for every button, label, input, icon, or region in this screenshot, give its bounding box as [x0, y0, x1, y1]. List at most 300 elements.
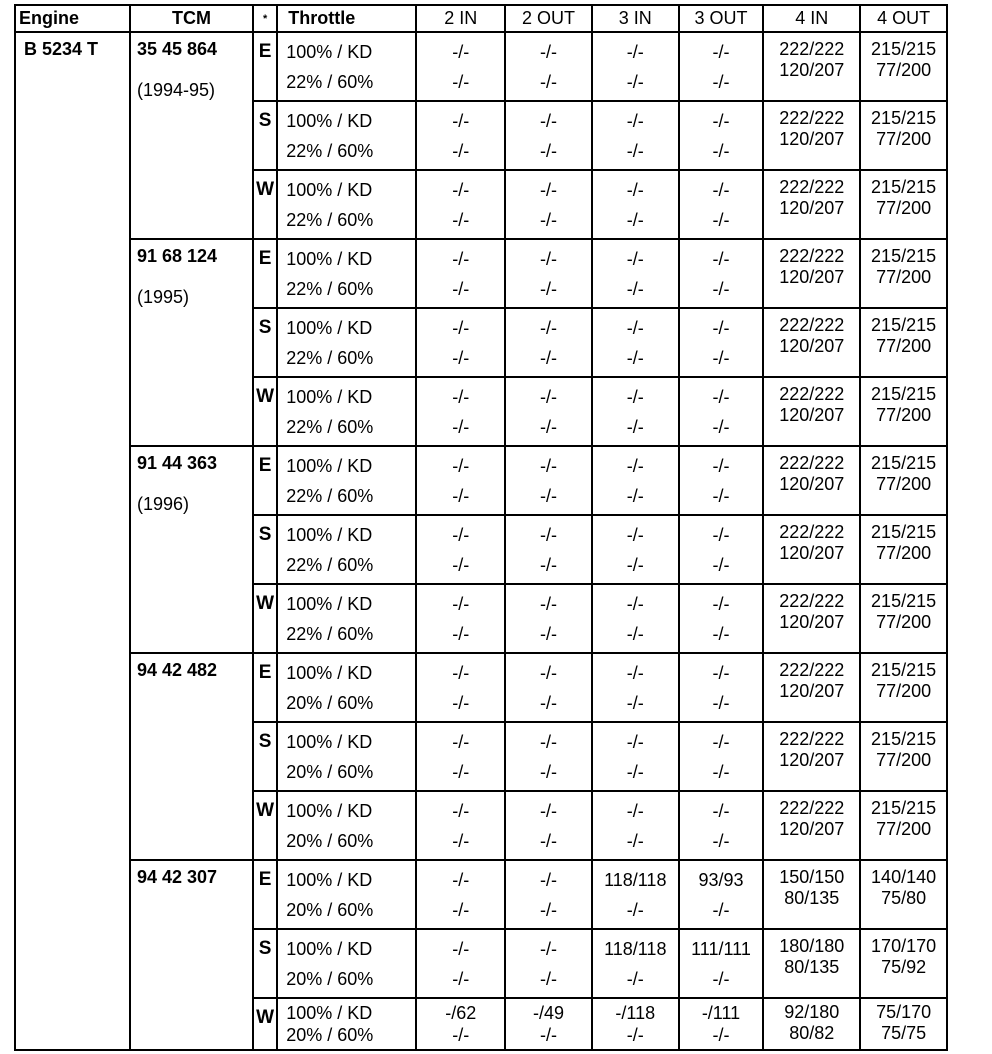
mode-cell: E: [253, 446, 277, 515]
throttle-line: 100% / KD: [286, 455, 373, 476]
gear-2-out-cell: [505, 239, 592, 308]
throttle-line: 100% / KD: [286, 386, 373, 407]
gear-3-in-line: -/-: [626, 692, 644, 713]
gear-4-in-line: 120/207: [779, 681, 845, 701]
gear-3-in-line: -/-: [626, 554, 644, 575]
tcm-cell: [130, 239, 253, 446]
header-mode: *: [253, 5, 277, 32]
gear-4-in-cell: [763, 239, 860, 308]
gear-3-in-cell: [592, 446, 679, 515]
gear-3-in-line: -/-: [626, 593, 644, 614]
gear-2-in-line: -/-: [452, 179, 470, 200]
gear-3-out-line: -/-: [712, 623, 730, 644]
gear-4-in-line: 120/207: [779, 612, 845, 632]
gear-2-in-line: -/-: [452, 248, 470, 269]
gear-3-in-cell: [592, 101, 679, 170]
tcm-number: 91 68 124: [136, 246, 218, 266]
gear-4-out-cell: [860, 515, 947, 584]
gear-4-out-line: 75/80: [881, 888, 927, 908]
gear-2-in-line: -/-: [452, 110, 470, 131]
throttle-line: 22% / 60%: [286, 554, 374, 575]
gear-2-out-line: -/-: [540, 41, 558, 62]
gear-3-out-cell: [679, 998, 764, 1050]
tcm-cell: [130, 860, 253, 1050]
gear-2-in-line: -/-: [452, 416, 470, 437]
gear-3-in-cell: [592, 377, 679, 446]
throttle-line: 100% / KD: [286, 800, 373, 821]
gear-2-in-line: -/-: [452, 524, 470, 545]
gear-3-in-line: 118/118: [604, 938, 667, 959]
gear-2-out-line: -/-: [540, 110, 558, 131]
tcm-years: (1994-95): [136, 80, 216, 100]
gear-4-in-line: 80/82: [789, 1023, 835, 1043]
header-4-in: 4 IN: [763, 5, 860, 32]
gear-2-in-cell: [416, 515, 505, 584]
gear-3-out-line: -/-: [712, 455, 730, 476]
gear-2-in-line: -/-: [452, 800, 470, 821]
gear-2-out-line: -/-: [540, 623, 558, 644]
gear-4-in-line: 222/222: [779, 108, 845, 128]
gear-3-in-line: -/-: [626, 623, 644, 644]
mode-cell: W: [253, 791, 277, 860]
gear-2-in-cell: [416, 377, 505, 446]
gear-2-out-line: -/-: [540, 485, 558, 506]
gear-4-in-line: 120/207: [779, 336, 845, 356]
gear-2-out-cell: [505, 308, 592, 377]
gear-3-out-cell: [679, 653, 764, 722]
gear-3-in-cell: [592, 998, 679, 1050]
gear-3-out-line: -/-: [712, 347, 730, 368]
throttle-line: 100% / KD: [286, 317, 373, 338]
gear-4-out-line: 215/215: [871, 591, 937, 611]
gear-3-in-line: -/-: [626, 179, 644, 200]
throttle-line: 100% / KD: [286, 524, 373, 545]
gear-4-out-cell: [860, 860, 947, 929]
gear-2-in-line: -/-: [452, 41, 470, 62]
gear-4-out-line: 75/170: [876, 1002, 932, 1022]
gear-4-out-line: 215/215: [871, 453, 937, 473]
gear-4-in-line: 222/222: [779, 591, 845, 611]
mode-cell: E: [253, 653, 277, 722]
gear-4-in-line: 222/222: [779, 729, 845, 749]
throttle-line: 100% / KD: [286, 662, 373, 683]
gear-3-in-line: -/-: [626, 248, 644, 269]
gear-2-in-line: -/-: [452, 317, 470, 338]
gear-3-in-cell: [592, 860, 679, 929]
gear-3-in-line: -/-: [626, 41, 644, 62]
gear-3-out-line: -/-: [712, 554, 730, 575]
mode-cell: W: [253, 377, 277, 446]
engine-cell: B 5234 T: [15, 32, 130, 1050]
gear-4-in-cell: [763, 860, 860, 929]
gear-3-in-cell: [592, 308, 679, 377]
throttle-line: 100% / KD: [286, 1003, 373, 1023]
gear-4-out-line: 77/200: [876, 543, 932, 563]
gear-2-out-cell: [505, 584, 592, 653]
gear-2-in-line: -/-: [452, 278, 470, 299]
gear-4-out-cell: [860, 722, 947, 791]
gear-4-out-line: 215/215: [871, 108, 937, 128]
mode-cell: S: [253, 308, 277, 377]
tcm-years: (1995): [136, 287, 190, 307]
gear-4-in-line: 222/222: [779, 660, 845, 680]
header-throttle: Throttle: [277, 5, 416, 32]
table-body: [15, 32, 947, 1050]
throttle-cell: [277, 446, 416, 515]
gear-4-out-line: 77/200: [876, 267, 932, 287]
gear-2-out-line: -/-: [540, 554, 558, 575]
gear-3-in-line: -/-: [626, 317, 644, 338]
gear-2-out-cell: [505, 653, 592, 722]
gear-3-out-line: 93/93: [698, 869, 744, 890]
gear-2-in-line: -/-: [452, 455, 470, 476]
gear-2-in-cell: [416, 791, 505, 860]
gear-3-out-line: -/-: [712, 209, 730, 230]
gear-3-in-line: -/-: [626, 731, 644, 752]
gear-2-out-line: -/49: [533, 1003, 565, 1023]
throttle-line: 20% / 60%: [286, 761, 374, 782]
gear-4-in-line: 222/222: [779, 177, 845, 197]
gear-2-in-cell: [416, 308, 505, 377]
tcm-years: (1996): [136, 494, 190, 514]
gear-4-in-line: 222/222: [779, 522, 845, 542]
throttle-line: 22% / 60%: [286, 71, 374, 92]
gear-4-out-line: 215/215: [871, 384, 937, 404]
throttle-line: 100% / KD: [286, 593, 373, 614]
gear-2-out-line: -/-: [540, 731, 558, 752]
gear-4-in-line: 180/180: [779, 936, 845, 956]
gear-3-out-line: -/-: [712, 1025, 730, 1045]
gear-3-out-line: -/-: [712, 41, 730, 62]
throttle-line: 22% / 60%: [286, 485, 374, 506]
gear-2-out-cell: [505, 32, 592, 101]
gear-2-out-line: -/-: [540, 800, 558, 821]
gear-3-out-line: 111/111: [691, 938, 751, 959]
gear-3-out-cell: [679, 929, 764, 998]
tcm-number: 35 45 864: [136, 39, 218, 59]
gear-3-out-line: -/-: [712, 692, 730, 713]
gear-2-out-cell: [505, 929, 592, 998]
gear-4-out-line: 77/200: [876, 819, 932, 839]
gear-3-out-line: -/-: [712, 71, 730, 92]
header-engine: Engine: [15, 5, 130, 32]
tcm-cell: [130, 32, 253, 239]
gear-2-in-line: -/-: [452, 554, 470, 575]
gear-4-in-cell: [763, 998, 860, 1050]
tcm-cell: [130, 446, 253, 653]
gear-3-out-line: -/-: [712, 110, 730, 131]
gear-4-out-cell: [860, 791, 947, 860]
throttle-line: 20% / 60%: [286, 1025, 374, 1045]
gear-4-out-cell: [860, 653, 947, 722]
gear-2-in-line: -/-: [452, 140, 470, 161]
gear-4-in-cell: [763, 722, 860, 791]
gear-3-in-cell: [592, 791, 679, 860]
gear-3-out-line: -/-: [712, 662, 730, 683]
gear-4-out-line: 77/200: [876, 60, 932, 80]
gear-3-out-cell: [679, 722, 764, 791]
gear-3-out-line: -/-: [712, 140, 730, 161]
gear-4-out-cell: [860, 101, 947, 170]
throttle-cell: [277, 653, 416, 722]
gear-4-out-line: 215/215: [871, 798, 937, 818]
gear-4-out-line: 215/215: [871, 177, 937, 197]
gear-3-in-line: -/-: [626, 761, 644, 782]
gear-2-in-cell: [416, 860, 505, 929]
header-4-out: 4 OUT: [860, 5, 947, 32]
gear-3-out-line: -/-: [712, 899, 730, 920]
mode-cell: S: [253, 515, 277, 584]
gear-4-out-line: 170/170: [871, 936, 937, 956]
gear-2-out-line: -/-: [540, 248, 558, 269]
throttle-cell: [277, 239, 416, 308]
gear-4-in-line: 120/207: [779, 60, 845, 80]
throttle-line: 20% / 60%: [286, 692, 374, 713]
gear-2-out-line: -/-: [540, 692, 558, 713]
table-row: [15, 653, 947, 722]
gear-3-in-line: -/-: [626, 968, 644, 989]
throttle-line: 100% / KD: [286, 41, 373, 62]
gear-4-out-cell: [860, 170, 947, 239]
gear-2-in-cell: [416, 446, 505, 515]
throttle-cell: [277, 32, 416, 101]
gear-2-out-cell: [505, 446, 592, 515]
gear-3-in-cell: [592, 929, 679, 998]
gear-4-in-line: 222/222: [779, 453, 845, 473]
gear-2-in-line: -/-: [452, 1025, 470, 1045]
gear-2-out-line: -/-: [540, 899, 558, 920]
gear-4-in-line: 120/207: [779, 198, 845, 218]
gear-2-out-cell: [505, 101, 592, 170]
gear-3-out-line: -/-: [712, 731, 730, 752]
gear-3-in-line: -/-: [626, 386, 644, 407]
throttle-cell: [277, 170, 416, 239]
header-row: [15, 5, 947, 32]
gear-2-in-line: -/-: [452, 968, 470, 989]
gear-2-out-line: -/-: [540, 662, 558, 683]
gear-2-out-line: -/-: [540, 869, 558, 890]
gear-4-in-line: 222/222: [779, 246, 845, 266]
gear-3-in-line: -/-: [626, 662, 644, 683]
gear-2-out-cell: [505, 170, 592, 239]
throttle-cell: [277, 722, 416, 791]
gear-2-out-cell: [505, 377, 592, 446]
gear-3-in-line: -/-: [626, 71, 644, 92]
gear-3-out-line: -/-: [712, 416, 730, 437]
gear-2-out-line: -/-: [540, 455, 558, 476]
gear-2-in-line: -/-: [452, 71, 470, 92]
gear-3-out-line: -/-: [712, 485, 730, 506]
gear-2-out-cell: [505, 860, 592, 929]
gear-4-out-line: 77/200: [876, 129, 932, 149]
gear-2-in-cell: [416, 101, 505, 170]
gear-3-in-line: -/-: [626, 455, 644, 476]
mode-cell: W: [253, 170, 277, 239]
tcm-number: 94 42 307: [136, 867, 218, 887]
gear-2-out-line: -/-: [540, 761, 558, 782]
gear-4-out-line: 77/200: [876, 750, 932, 770]
gear-3-in-cell: [592, 32, 679, 101]
gear-2-out-line: -/-: [540, 317, 558, 338]
gear-2-in-line: -/-: [452, 830, 470, 851]
gear-3-out-cell: [679, 515, 764, 584]
gear-4-out-cell: [860, 446, 947, 515]
gear-4-out-line: 77/200: [876, 405, 932, 425]
throttle-line: 100% / KD: [286, 731, 373, 752]
gear-3-in-cell: [592, 653, 679, 722]
gear-3-in-line: -/-: [626, 1025, 644, 1045]
gear-2-in-cell: [416, 32, 505, 101]
gear-3-in-cell: [592, 170, 679, 239]
gear-4-in-line: 120/207: [779, 267, 845, 287]
gear-2-out-cell: [505, 515, 592, 584]
tcm-cell: [130, 653, 253, 860]
gear-4-in-line: 150/150: [779, 867, 845, 887]
header-tcm: TCM: [130, 5, 253, 32]
gear-3-out-cell: [679, 32, 764, 101]
throttle-line: 20% / 60%: [286, 968, 374, 989]
gear-4-out-line: 140/140: [871, 867, 937, 887]
gear-3-in-cell: [592, 239, 679, 308]
throttle-line: 100% / KD: [286, 179, 373, 200]
gear-3-out-cell: [679, 239, 764, 308]
gear-3-out-line: -/-: [712, 317, 730, 338]
gear-3-in-line: -/-: [626, 899, 644, 920]
gear-2-out-line: -/-: [540, 524, 558, 545]
gear-4-out-cell: [860, 308, 947, 377]
gear-2-in-line: -/-: [452, 692, 470, 713]
gear-3-in-line: -/-: [626, 278, 644, 299]
gear-2-out-line: -/-: [540, 71, 558, 92]
gear-4-in-line: 80/135: [784, 888, 840, 908]
gear-2-in-cell: [416, 239, 505, 308]
throttle-line: 20% / 60%: [286, 830, 374, 851]
gear-2-in-cell: [416, 170, 505, 239]
gear-3-in-cell: [592, 722, 679, 791]
gear-2-out-line: -/-: [540, 347, 558, 368]
gear-3-out-line: -/-: [712, 968, 730, 989]
mode-cell: S: [253, 929, 277, 998]
gear-4-in-cell: [763, 101, 860, 170]
gear-3-in-line: -/-: [626, 110, 644, 131]
gear-4-out-cell: [860, 239, 947, 308]
gear-2-out-line: -/-: [540, 938, 558, 959]
gear-2-in-line: -/-: [452, 386, 470, 407]
gear-3-out-cell: [679, 101, 764, 170]
gear-2-in-line: -/-: [452, 623, 470, 644]
gear-4-out-line: 215/215: [871, 729, 937, 749]
gear-3-out-line: -/-: [712, 179, 730, 200]
mode-cell: W: [253, 584, 277, 653]
throttle-cell: [277, 929, 416, 998]
mode-cell: E: [253, 239, 277, 308]
gear-2-out-line: -/-: [540, 968, 558, 989]
tcm-number: 94 42 482: [136, 660, 218, 680]
gear-2-in-cell: [416, 722, 505, 791]
gear-2-out-cell: [505, 791, 592, 860]
gear-4-in-cell: [763, 170, 860, 239]
gear-3-in-cell: [592, 515, 679, 584]
gear-2-in-line: -/-: [452, 347, 470, 368]
gear-2-out-cell: [505, 998, 592, 1050]
gear-4-in-cell: [763, 515, 860, 584]
throttle-line: 100% / KD: [286, 869, 373, 890]
gear-4-out-line: 77/200: [876, 612, 932, 632]
gear-2-in-line: -/-: [452, 869, 470, 890]
header-3-out: 3 OUT: [679, 5, 764, 32]
gear-4-out-line: 77/200: [876, 336, 932, 356]
throttle-cell: [277, 791, 416, 860]
gear-3-out-line: -/-: [712, 830, 730, 851]
gear-3-out-cell: [679, 860, 764, 929]
gear-4-out-cell: [860, 998, 947, 1050]
throttle-cell: [277, 377, 416, 446]
mode-cell: W: [253, 998, 277, 1050]
gear-4-in-line: 222/222: [779, 798, 845, 818]
table-row: [15, 446, 947, 515]
gear-2-in-cell: [416, 653, 505, 722]
gear-3-in-line: -/-: [626, 209, 644, 230]
gear-3-out-line: -/-: [712, 761, 730, 782]
gear-4-in-line: 92/180: [784, 1002, 840, 1022]
gear-4-in-cell: [763, 32, 860, 101]
throttle-cell: [277, 998, 416, 1050]
gear-4-out-line: 215/215: [871, 522, 937, 542]
gear-2-out-line: -/-: [540, 830, 558, 851]
gear-2-in-line: -/-: [452, 899, 470, 920]
gear-4-in-line: 120/207: [779, 405, 845, 425]
gear-2-out-line: -/-: [540, 209, 558, 230]
gear-2-in-cell: [416, 929, 505, 998]
shift-point-table-sheet: [14, 4, 948, 1050]
gear-4-in-line: 222/222: [779, 384, 845, 404]
gear-4-out-line: 75/92: [881, 957, 927, 977]
gear-2-in-line: -/-: [452, 209, 470, 230]
gear-2-out-line: -/-: [540, 140, 558, 161]
gear-2-out-line: -/-: [540, 593, 558, 614]
gear-2-in-line: -/-: [452, 761, 470, 782]
throttle-line: 22% / 60%: [286, 623, 374, 644]
gear-2-in-cell: [416, 584, 505, 653]
table-row: [15, 860, 947, 929]
gear-2-out-line: -/-: [540, 416, 558, 437]
gear-4-in-line: 120/207: [779, 474, 845, 494]
gear-3-out-line: -/-: [712, 386, 730, 407]
mode-cell: E: [253, 32, 277, 101]
throttle-line: 22% / 60%: [286, 209, 374, 230]
gear-4-in-line: 120/207: [779, 543, 845, 563]
gear-4-in-cell: [763, 377, 860, 446]
gear-2-out-line: -/-: [540, 179, 558, 200]
throttle-line: 22% / 60%: [286, 140, 374, 161]
gear-4-in-line: 80/135: [784, 957, 840, 977]
tcm-number: 91 44 363: [136, 453, 218, 473]
gear-2-in-line: -/-: [452, 593, 470, 614]
gear-4-out-line: 75/75: [881, 1023, 927, 1043]
gear-2-in-line: -/-: [452, 662, 470, 683]
mode-cell: S: [253, 722, 277, 791]
throttle-line: 100% / KD: [286, 110, 373, 131]
mode-cell: E: [253, 860, 277, 929]
throttle-cell: [277, 860, 416, 929]
gear-4-out-line: 77/200: [876, 681, 932, 701]
gear-3-out-line: -/-: [712, 593, 730, 614]
gear-4-in-line: 120/207: [779, 819, 845, 839]
gear-3-in-line: -/-: [626, 485, 644, 506]
gear-2-in-cell: [416, 998, 505, 1050]
gear-4-out-line: 77/200: [876, 474, 932, 494]
gear-3-in-line: -/-: [626, 830, 644, 851]
